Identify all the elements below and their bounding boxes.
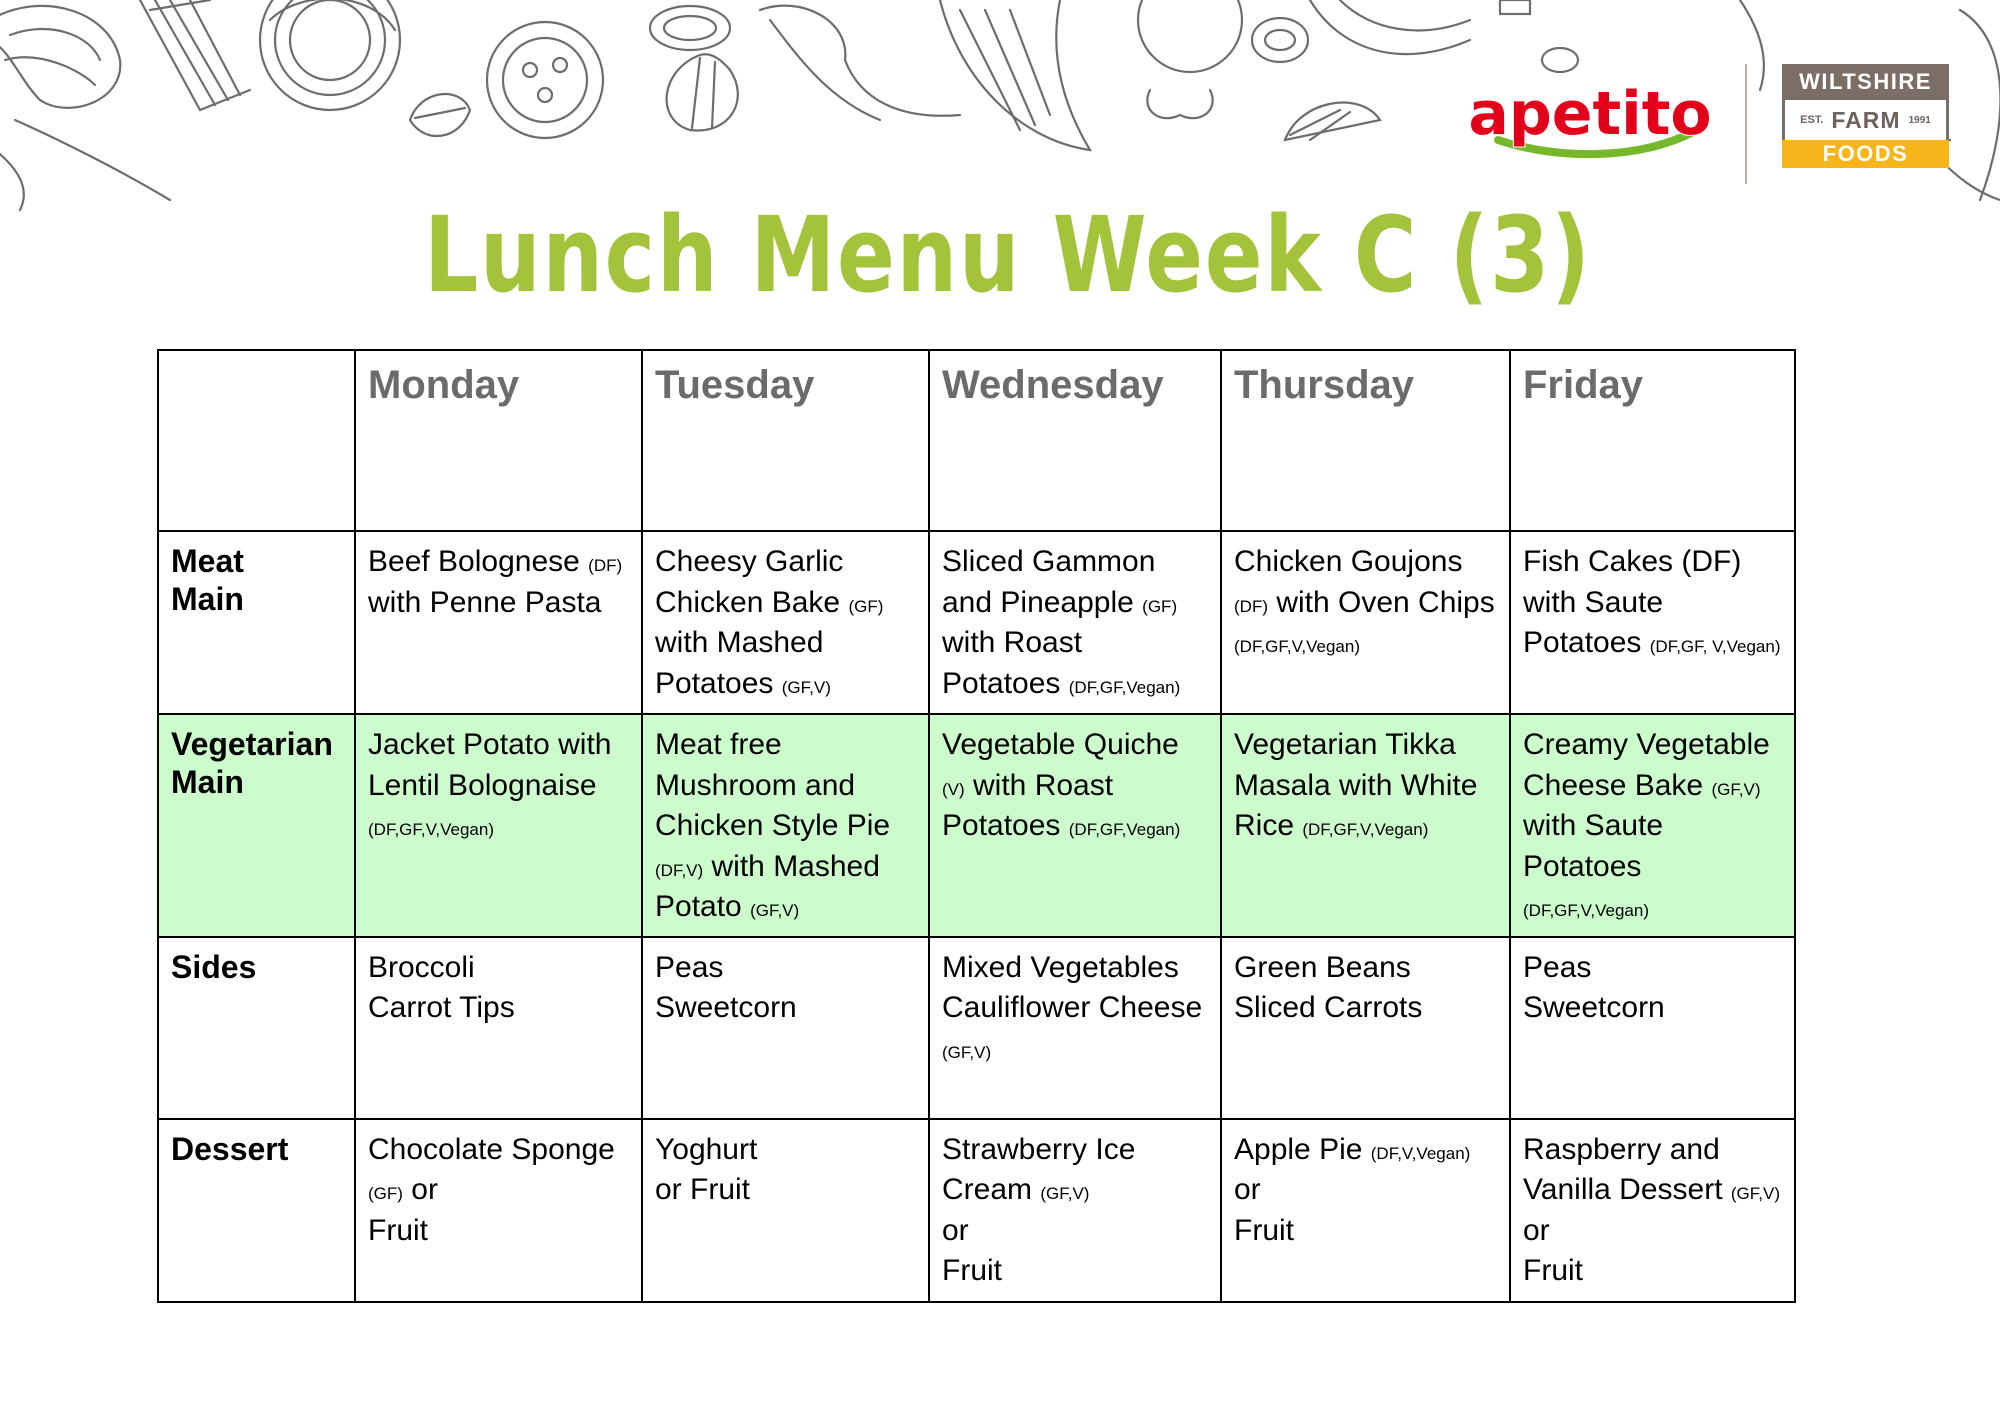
dish-name: Lentil Bolognaise [368, 768, 597, 802]
dish-name: Cream [942, 1173, 1041, 1206]
dish-cell [929, 1119, 1221, 1302]
row-label-cell [158, 937, 355, 1119]
dish-name: Masala with White [1234, 768, 1478, 802]
dish-text [368, 1130, 629, 1252]
dish-name: and Pineapple [942, 585, 1143, 619]
dietary-tag: (DF,GF,V,Vegan) [1302, 820, 1429, 839]
dish-name: or Fruit [655, 1173, 751, 1206]
day-header-cell [929, 350, 1221, 531]
dish-name: with Roast [964, 768, 1114, 802]
dietary-tag: (DF,V) [655, 860, 704, 880]
dish-name: Creamy Vegetable [1523, 728, 1770, 761]
dish-name: Sweetcorn [1523, 991, 1665, 1024]
dish-text [1523, 948, 1782, 1029]
dietary-tag: (GF,V) [781, 677, 831, 697]
dish-name: with Mashed [703, 849, 880, 883]
wfm-middle [1782, 100, 1949, 140]
dish-name: with Mashed [655, 626, 824, 659]
dish-cell [642, 714, 929, 937]
day-header-cell [1510, 350, 1795, 531]
dish-cell [355, 937, 642, 1119]
dietary-tag: (GF) [368, 1184, 403, 1203]
dish-name: Chicken Style Pie [655, 809, 891, 842]
dish-name: Jacket Potato with [368, 728, 612, 761]
dietary-tag: (GF,V) [942, 1042, 992, 1062]
dish-name: Sliced Carrots [1234, 991, 1423, 1024]
dish-name: with Saute [1523, 585, 1664, 619]
dietary-tag: (DF,V,Vegan) [1370, 1143, 1471, 1163]
row-label-cell [158, 714, 355, 937]
meat-main-row [158, 531, 1795, 714]
lunch-menu-table [157, 349, 1796, 1303]
dietary-tag: (DF,GF,Vegan) [1068, 677, 1181, 697]
dish-text [942, 948, 1208, 1070]
day-header: Tuesday [655, 363, 815, 407]
dish-cell [1510, 714, 1795, 937]
dish-text [1523, 542, 1782, 664]
row-label-cell [158, 1119, 355, 1302]
dish-name: Peas [655, 950, 724, 984]
dietary-tag: (DF,GF,Vegan) [1068, 820, 1181, 839]
dish-text [1234, 725, 1497, 847]
dish-cell [929, 937, 1221, 1119]
dish-cell [1221, 531, 1510, 714]
dish-name: Mushroom and [655, 768, 856, 802]
dish-name: or [402, 1173, 438, 1206]
dish-name: Fruit [1234, 1213, 1294, 1247]
dish-name: Meat free [655, 728, 782, 761]
logo-divider [1745, 64, 1747, 184]
dietary-tag: (DF,GF,V,Vegan) [368, 820, 494, 839]
dish-text [368, 542, 629, 623]
dish-cell [1510, 1119, 1795, 1302]
dish-text [655, 725, 916, 928]
dietary-tag: (GF) [1142, 596, 1178, 616]
dessert-row [158, 1119, 1795, 1302]
dish-cell [642, 531, 929, 714]
dish-name: Potatoes [655, 666, 782, 700]
dish-name: Yoghurt [655, 1132, 758, 1166]
row-label: Dessert [171, 1130, 289, 1167]
wfm-farm-text: FARM [1831, 106, 1901, 133]
dietary-tag: (GF,V) [1711, 779, 1761, 799]
dish-name: Green Beans [1234, 950, 1411, 984]
dish-name: Rice [1234, 809, 1303, 842]
dish-name: Apple Pie [1234, 1132, 1371, 1166]
dish-text [368, 948, 629, 1029]
wfm-year-text: 1991 [1908, 114, 1931, 126]
day-header: Wednesday [942, 363, 1164, 407]
dish-name: Sliced Gammon [942, 545, 1156, 578]
page-title: Lunch Menu Week C (3) [424, 194, 1592, 316]
dish-name: Potatoes [942, 809, 1069, 842]
wiltshire-farm-foods-logo [1782, 64, 1949, 168]
dish-name: Vegetarian Tikka [1234, 728, 1456, 761]
apetito-logo-text: apetito [1468, 82, 1712, 149]
dish-text [1234, 948, 1497, 1029]
dish-cell [929, 714, 1221, 937]
dish-name: with Penne Pasta [368, 585, 602, 619]
wfm-top-text: WILTSHIRE [1782, 64, 1949, 100]
dish-name: with Oven Chips [1267, 585, 1495, 619]
row-label: Main [171, 764, 244, 800]
dish-cell [929, 531, 1221, 714]
dish-name: Beef Bolognese [368, 545, 589, 578]
dietary-tag: (DF,GF,V,Vegan) [1234, 637, 1360, 656]
row-label: Vegetarian [171, 726, 333, 762]
corner-cell [158, 350, 355, 531]
dish-name: Vanilla Dessert [1523, 1173, 1731, 1206]
dish-name: with Roast [942, 626, 1083, 659]
dietary-tag: (DF,GF,V,Vegan) [1523, 901, 1649, 920]
dish-cell [355, 531, 642, 714]
dish-name: Potatoes [1523, 849, 1642, 883]
dish-cell [1221, 1119, 1510, 1302]
dietary-tag: (DF) [1234, 596, 1268, 616]
dish-text [1523, 1130, 1782, 1292]
dietary-tag: (GF) [848, 596, 884, 616]
dish-name: Fruit [368, 1213, 428, 1247]
dietary-tag: (GF,V) [1040, 1184, 1090, 1203]
wfm-bottom-text: FOODS [1782, 140, 1949, 168]
dish-text [1234, 1130, 1497, 1252]
dish-name: Chocolate Sponge [368, 1132, 615, 1166]
day-header-row [158, 350, 1795, 531]
dish-name: Potato [655, 890, 751, 923]
dish-text [1234, 542, 1497, 664]
row-label: Meat [171, 543, 244, 579]
dish-text [942, 542, 1208, 704]
dish-name: Chicken Bake [655, 585, 849, 619]
dish-text [942, 725, 1208, 847]
dish-name: Cheese Bake [1523, 768, 1712, 802]
row-label-cell [158, 531, 355, 714]
dish-cell [1221, 714, 1510, 937]
day-header: Thursday [1234, 363, 1415, 407]
dish-name: or [942, 1213, 969, 1247]
dietary-tag: (DF) [588, 556, 623, 575]
dish-name: with Saute [1523, 809, 1664, 842]
dish-cell [642, 937, 929, 1119]
dish-name: Potatoes [942, 666, 1069, 700]
dish-name: Raspberry and [1523, 1132, 1720, 1166]
dish-name: Fish Cakes (DF) [1523, 545, 1742, 578]
dish-cell [355, 714, 642, 937]
dish-name: Carrot Tips [368, 991, 515, 1024]
dish-name: or [1234, 1173, 1261, 1206]
dish-cell [1221, 937, 1510, 1119]
dietary-tag: (V) [942, 779, 965, 799]
dish-name: Chicken Goujons [1234, 545, 1463, 578]
row-label: Sides [171, 948, 257, 985]
dish-text [368, 725, 629, 847]
sides-row [158, 937, 1795, 1119]
dish-cell [1510, 937, 1795, 1119]
day-header-cell [355, 350, 642, 531]
dish-name: Mixed Vegetables [942, 950, 1179, 984]
dish-name: Vegetable Quiche [942, 728, 1179, 761]
dish-cell [355, 1119, 642, 1302]
dish-text [655, 542, 916, 704]
dietary-tag: (DF,GF, V,Vegan) [1649, 637, 1781, 656]
day-header: Monday [368, 363, 520, 407]
day-header-cell [1221, 350, 1510, 531]
dish-name: Potatoes [1523, 626, 1650, 659]
wfm-est-text: EST. [1800, 114, 1824, 126]
dish-text [1523, 725, 1782, 928]
dish-name: Fruit [1523, 1254, 1583, 1287]
dish-text [942, 1130, 1208, 1292]
day-header: Friday [1523, 363, 1644, 407]
dish-name: Peas [1523, 950, 1592, 984]
dietary-tag: (GF,V) [750, 901, 800, 920]
dish-cell [642, 1119, 929, 1302]
row-label: Main [171, 581, 244, 617]
dish-name: or [1523, 1213, 1550, 1247]
dish-name: Sweetcorn [655, 991, 797, 1024]
dish-name: Broccoli [368, 950, 475, 984]
dish-cell [1510, 531, 1795, 714]
dish-text [655, 948, 916, 1029]
dish-text [655, 1130, 916, 1211]
dish-name: Cheesy Garlic [655, 545, 844, 578]
vegetarian-main-row [158, 714, 1795, 937]
dietary-tag: (GF,V) [1730, 1184, 1780, 1203]
dish-name: Fruit [942, 1254, 1002, 1287]
dish-name: Cauliflower Cheese [942, 991, 1203, 1024]
apetito-logo [1468, 82, 1718, 162]
day-header-cell [642, 350, 929, 531]
dish-name: Strawberry Ice [942, 1132, 1136, 1166]
